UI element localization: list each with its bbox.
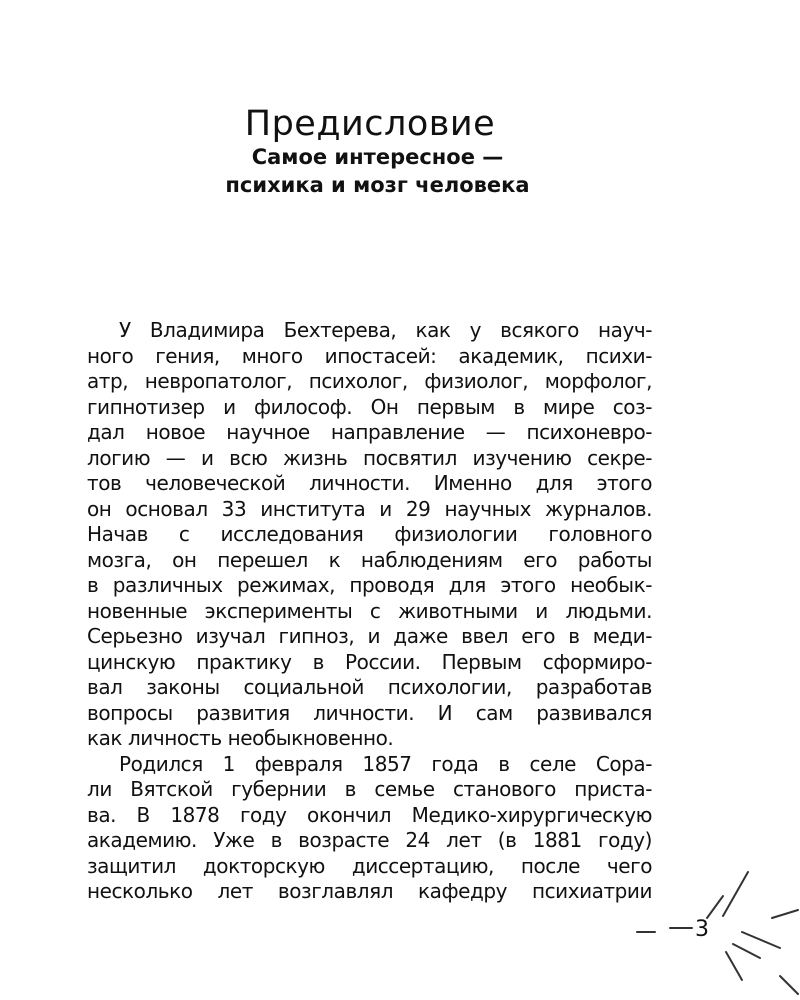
text-line: логию — и всю жизнь посвятил изучению секре- <box>87 445 652 470</box>
text-line: вал законы социальной психологии, разработав <box>87 675 652 699</box>
text-line: как личность необыкновенно. <box>87 726 394 750</box>
text-line: Начав с исследования физиологии головного <box>87 522 652 546</box>
text-line: академию. Уже в возрасте 24 лет (в 1881 году) <box>87 828 652 852</box>
text-line: защитил докторскую диссертацию, после чего <box>87 853 652 878</box>
text-line: Родился 1 февраля 1857 года в селе Сора- <box>119 751 652 776</box>
text-line: ва. В 1878 году окончил Медико-хирургическую <box>87 802 652 827</box>
text-line: ного гения, много ипостасей: академик, психи- <box>87 343 652 368</box>
text-line: цинскую практику в России. Первым сформиро- <box>87 649 652 674</box>
text-line: дал новое научное направление — психоневро- <box>87 420 652 444</box>
text-line: несколько лет возглавлял кафедру психиатрии <box>87 879 652 903</box>
text-line: мозга, он перешел к наблюдениям его работы <box>87 547 652 572</box>
text-line: вопросы развития личности. И сам развивался <box>87 700 652 725</box>
text-line: гипнотизер и философ. Он первым в мире соз- <box>87 394 652 419</box>
page-subtitle <box>0 143 755 199</box>
text-line: он основал 33 института и 29 научных журналов. <box>87 496 652 521</box>
body-text <box>87 318 652 905</box>
page-title: Предисловие <box>244 104 496 144</box>
text-line: ли Вятской губернии в семье станового приста- <box>87 777 652 801</box>
text-line: в различных режимах, проводя для этого необык- <box>87 573 652 597</box>
text-line: новенные эксперименты с животными и людьми. <box>87 598 652 623</box>
text-line: атр, невропатолог, психолог, физиолог, морфолог, <box>87 369 652 393</box>
text-line: тов человеческой личности. Именно для этого <box>87 471 652 495</box>
subtitle-line-1: Самое интересное — <box>251 145 504 169</box>
text-line: Серьезно изучал гипноз, и даже ввел его в меди- <box>87 624 652 648</box>
subtitle-line-2: психика и мозг человека <box>225 173 530 197</box>
page-number: 3 <box>695 917 709 942</box>
text-line: У Владимира Бехтерева, как у всякого науч- <box>119 318 652 342</box>
